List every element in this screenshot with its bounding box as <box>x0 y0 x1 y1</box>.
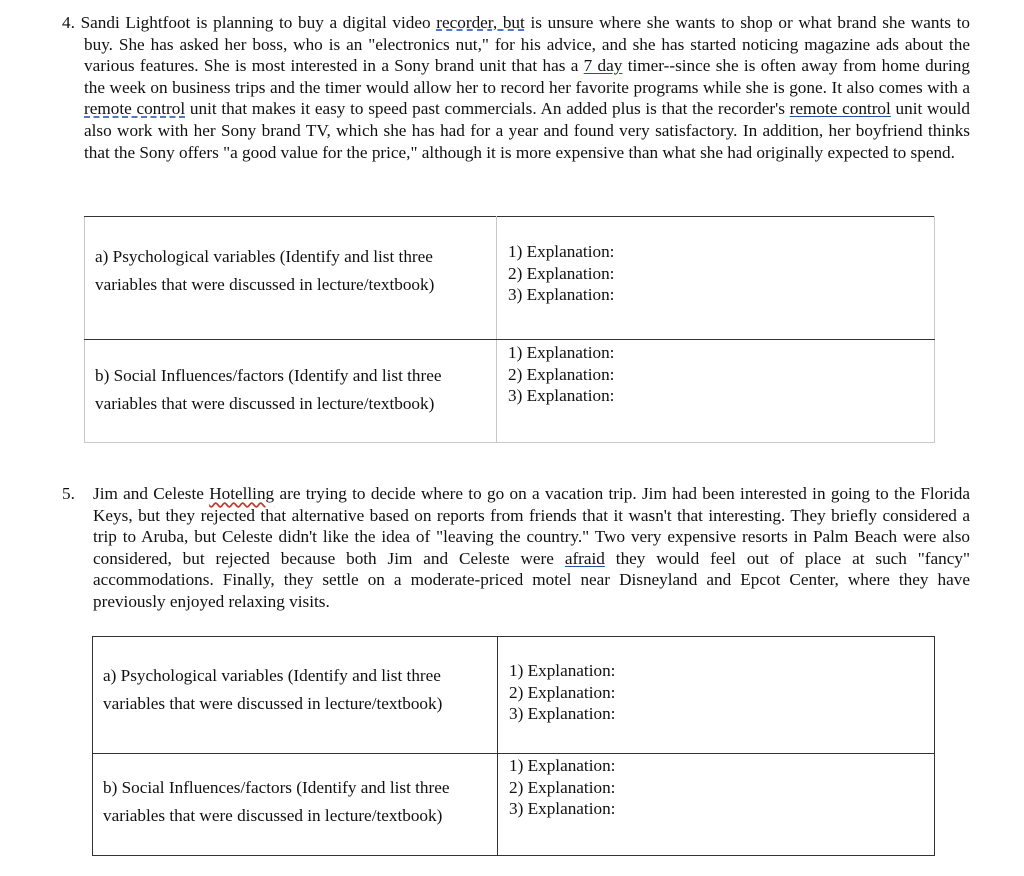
explanation-3: 3) Explanation: <box>508 386 615 406</box>
table-row <box>93 754 935 856</box>
table-row <box>85 217 935 340</box>
prompt-line: a) Psychological variables (Identify and list three <box>103 666 441 685</box>
question-4-text-2: is unsure where she wants to shop or what brand she wants to buy. She has asked her boss, who is an "electronics nut," for his advice, and she has started noticing magazine ads about the various features. She is most interested in a Sony brand unit that has a <box>84 13 970 76</box>
social-influences-answer[interactable] <box>497 340 935 443</box>
social-influences-prompt <box>85 340 497 443</box>
spelling-flag-hotelling[interactable]: Hotelling <box>209 484 275 503</box>
psychological-variables-answer[interactable] <box>498 637 935 754</box>
grammar-flag-remote-control-1[interactable]: remote control <box>84 99 186 119</box>
question-5-text-2: are trying to decide where to go on a vacation trip. Jim had been interested in going to the Florida Keys, but they rejected that alternative based on reports from friends that it wasn't that interesting. They briefly considered a trip to Aruba, but Celeste didn't like the idea of "leaving the country." Two very expensive resorts in Palm Beach were also considered, but rejected because both Jim and Celeste were <box>93 484 970 568</box>
prompt-line: variables that were discussed in lecture/textbook) <box>95 275 435 294</box>
table-row <box>93 637 935 754</box>
question-5-paragraph <box>93 483 970 613</box>
prompt-line: variables that were discussed in lecture/textbook) <box>103 694 443 713</box>
question-4-text-4: unit that makes it easy to speed past commercials. An added plus is that the recorder's <box>185 99 790 119</box>
explanation-2: 2) Explanation: <box>508 263 615 283</box>
question-5-text-3: they would feel out of place at such "fancy" accommodations. Finally, they settle on a moderate-priced motel near Disneyland and Epcot Center, where they have previously enjoyed relaxing visits. <box>93 548 970 611</box>
prompt-line: variables that were discussed in lecture/textbook) <box>95 394 435 413</box>
psychological-variables-answer[interactable] <box>497 217 935 340</box>
question-4-text-5: unit would also work with her Sony brand TV, which she has had for a year and found very satisfactory. In addition, her boyfriend thinks that the Sony offers "a good value for the price," although it is more expensive than what she had originally expected to spend. <box>84 99 970 162</box>
grammar-flag-remote-control-2[interactable]: remote control <box>789 99 891 119</box>
explanation-3: 3) Explanation: <box>509 799 616 819</box>
question-4-answer-table <box>84 216 935 443</box>
grammar-flag-7-day[interactable]: 7 day <box>583 56 623 76</box>
psychological-variables-prompt <box>93 637 498 754</box>
explanation-2: 2) Explanation: <box>509 682 616 702</box>
question-4-text-3: timer--since she is often away from home during the week on business trips and the timer would allow her to record her favorite programs while she is gone. It also comes with a <box>84 56 970 97</box>
question-4-text-1: Sandi Lightfoot is planning to buy a digital video <box>80 13 437 32</box>
explanation-3: 3) Explanation: <box>509 704 616 724</box>
explanation-2: 2) Explanation: <box>508 364 615 384</box>
table-row <box>85 340 935 443</box>
question-5-text-1: Jim and Celeste <box>93 484 210 503</box>
question-4-body <box>62 12 970 163</box>
grammar-flag-recorder-but[interactable]: recorder, but <box>436 13 525 32</box>
social-influences-prompt <box>93 754 498 856</box>
explanation-1: 1) Explanation: <box>508 242 615 261</box>
explanation-3: 3) Explanation: <box>508 285 615 305</box>
explanation-2: 2) Explanation: <box>509 777 616 797</box>
grammar-flag-afraid[interactable]: afraid <box>564 548 605 568</box>
question-5-answer-table <box>92 636 935 856</box>
prompt-line: b) Social Influences/factors (Identify and list three <box>95 366 442 385</box>
prompt-line: variables that were discussed in lecture/textbook) <box>103 806 443 825</box>
question-5-number: 5. <box>62 484 75 503</box>
explanation-1: 1) Explanation: <box>508 343 615 362</box>
question-4-number: 4. <box>62 13 75 32</box>
psychological-variables-prompt <box>85 217 497 340</box>
explanation-1: 1) Explanation: <box>509 661 616 680</box>
explanation-1: 1) Explanation: <box>509 756 616 775</box>
question-4-paragraph <box>62 12 970 163</box>
prompt-line: b) Social Influences/factors (Identify and list three <box>103 778 450 797</box>
prompt-line: a) Psychological variables (Identify and list three <box>95 247 433 266</box>
social-influences-answer[interactable] <box>498 754 935 856</box>
